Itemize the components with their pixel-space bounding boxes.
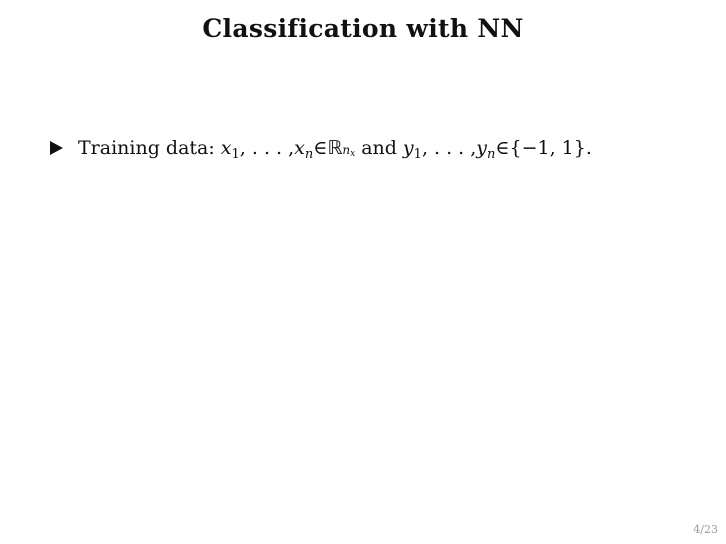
subscript-1: 1 <box>413 147 422 162</box>
bullet-lead-text: Training data: <box>78 137 215 159</box>
bullet-item-training-data <box>50 137 592 162</box>
var-y: y <box>402 137 414 159</box>
math-yn <box>476 137 495 162</box>
math-x1 <box>221 137 240 162</box>
var-x: x <box>294 137 305 159</box>
subscript-n: n <box>487 147 496 162</box>
in-symbol: ∈ <box>495 137 510 159</box>
ellipsis-sep: , . . . , <box>421 137 477 159</box>
reals-symbol: ℝ <box>327 137 343 159</box>
math-xn <box>294 137 313 162</box>
subscript-n: n <box>304 147 314 162</box>
var-x: x <box>220 137 232 159</box>
ellipsis-sep: , . . . , <box>239 137 295 159</box>
label-set: {−1, 1}. <box>509 137 592 159</box>
math-y1 <box>403 137 422 162</box>
var-y: y <box>476 137 488 159</box>
page-number: 4/23 <box>693 523 718 536</box>
sup-sub-x: x <box>350 149 356 159</box>
slide-title: Classification with NN <box>202 14 524 43</box>
subscript-1: 1 <box>231 147 240 162</box>
in-symbol: ∈ <box>313 137 328 159</box>
bullet-triangle-icon <box>50 141 63 155</box>
sup-n: n <box>342 143 351 157</box>
superscript-n-x <box>342 143 355 159</box>
and-text: and <box>361 137 397 159</box>
